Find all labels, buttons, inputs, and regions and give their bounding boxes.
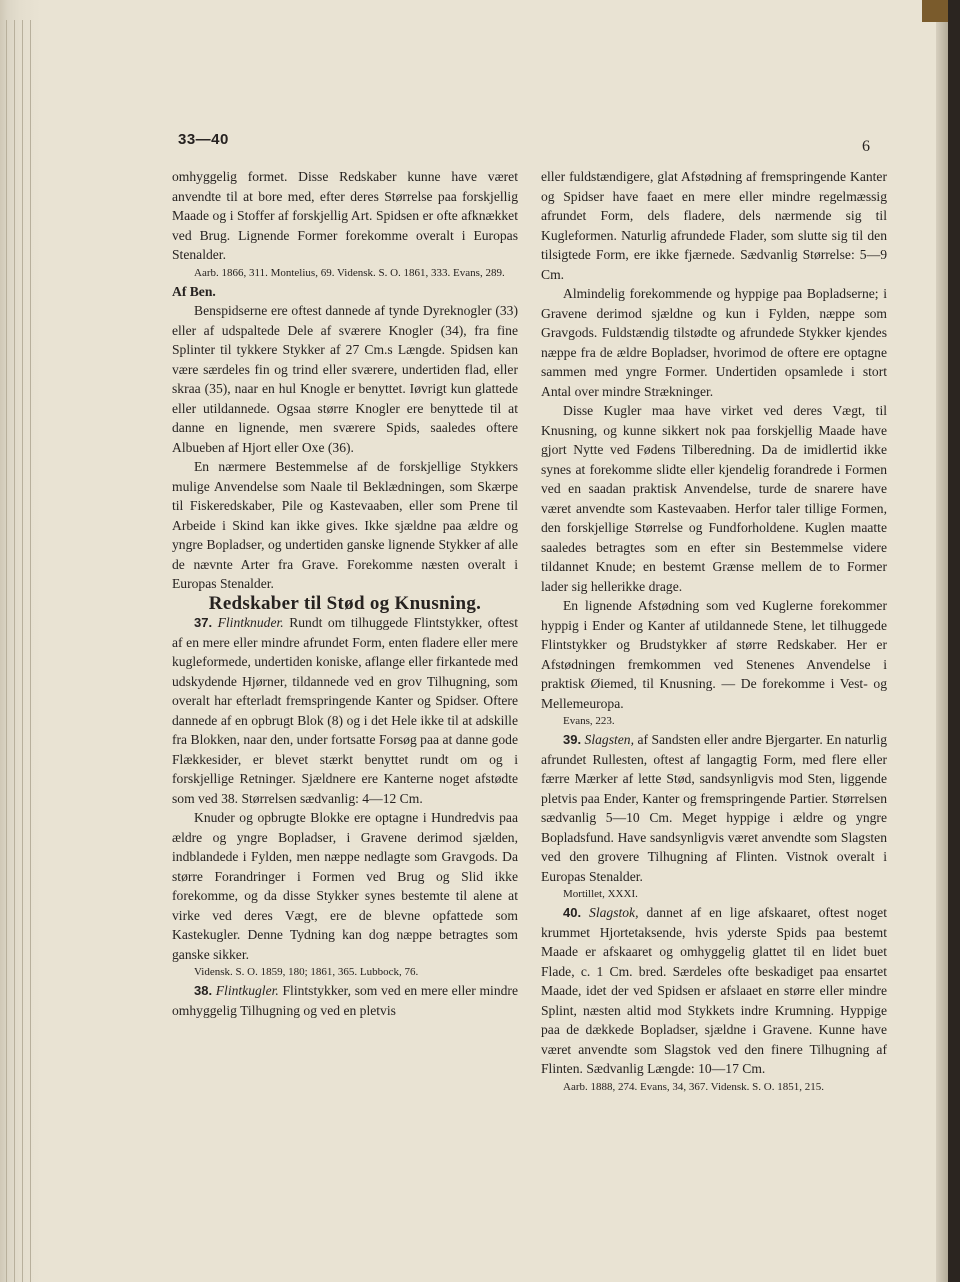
reference: Aarb. 1888, 274. Evans, 34, 367. Vidensk. S. O. 1851, 215. xyxy=(563,1080,824,1093)
reference: Vidensk. S. O. 1859, 180; 1861, 365. Lubbock, 76. xyxy=(194,966,419,978)
reference: Mortillet, XXXI. xyxy=(563,888,638,900)
page-corner xyxy=(922,0,948,22)
page-edge xyxy=(936,0,948,1282)
subheading: Af Ben. xyxy=(172,283,216,299)
paragraph: En nærmere Bestemmelse af de forskjellige Stykkers mulige Anvendelse som Naale til Beklædningen, som Skærpe til Fiskeredskaber, Pile og Kastevaaben, eller som Prene til Arbeide i Skind kan ikke gives. Ikke sjældne paa ældre og yngre Bopladser, og undertiden ganske lignende Stykker af alle de nævnte Arter fra Grave. Forekomme næsten overalt i Europas Stenalder. xyxy=(172,459,518,591)
entry-number: 37. xyxy=(194,615,213,630)
paragraph: Knuder og opbrugte Blokke ere optagne i Hundredvis paa ældre og yngre Bopladser, i Gravene derimod sjælden, indblandede i Fylden, men næppe nedlagte som Gravgods. Da større Forandringer i Formen ved Brug og Slid ikke forekomme, og da disse Stykker synes bestemte til alene at virke ved deres Vægt, ere de blevne opfattede som Kastekugler. Denne Tydning kan dog næppe betragtes som ganske sikker. xyxy=(172,810,518,962)
entry-number: 38. xyxy=(194,983,213,998)
paragraph: omhyggelig formet. Disse Redskaber kunne have været anvendte til at bore med, efter deres Størrelse paa forskjellig Maade og i Stoffer af forskjellig Art. Spidsen er ofte afknækket ved Brug. Lignende Former forekomme overalt i Europas Stenalder. xyxy=(172,169,518,262)
entry-title: Flintknuder. xyxy=(217,615,284,630)
entry-40 xyxy=(541,903,887,1079)
section-heading: Redskaber til Stød og Knusning. xyxy=(208,592,482,614)
entry-title: Slagstok, xyxy=(589,905,639,920)
page-binding xyxy=(0,0,40,1282)
paragraph: Benspidserne ere oftest dannede af tynde Dyreknogler (33) eller af udspaltede Dele af sværere Knogler (34), fra fine Splinter til tykkere Stykker af 27 Cm.s Længde. Spidsen kan være særdeles fin og trind eller sværere, undertiden flad, eller skraa (35), naar en hul Knogle er benyttet. Iøvrigt kun glattede eller utildannede. Ogsaa større Knogler ere benyttede til at danne en lignende, men sværere Spids, saaledes oftere Albueben af Hjort eller Oxe (36). xyxy=(172,303,518,455)
entry-38 xyxy=(172,981,518,1020)
entry-text: af Sandsten eller andre Bjergarter. En naturlig afrundet Rullesten, oftest af langagtig Form, med flere eller færre Mærker af lette Stød, sandsynligvis mod Sten, liggende pletvis paa Ender, Kanter og fremspringende Partier. Størrelsen sædvanlig 5—10 Cm. Meget hyppige i ældre og yngre Bopladsfund. Have sandsynligvis været anvendte som Slagsten ved den grovere Tilhugning af Flinten. Vistnok overalt i Europas Stenalder. xyxy=(541,732,887,884)
entry-37 xyxy=(172,613,518,808)
entry-number: 39. xyxy=(563,732,582,747)
reference: Evans, 223. xyxy=(563,715,615,727)
entry-text: Flintstykker, som ved en mere eller mindre omhyggelig Tilhugning og ved en pletvis xyxy=(172,983,518,1018)
entry-39 xyxy=(541,730,887,886)
entry-title: Flintkugler. xyxy=(215,983,279,998)
right-column xyxy=(541,167,887,1096)
running-head: 33—40 xyxy=(178,131,229,148)
page-number: 6 xyxy=(862,138,870,155)
reference: Aarb. 1866, 311. Montelius, 69. Vidensk. S. O. 1861, 333. Evans, 289. xyxy=(194,266,505,279)
left-column xyxy=(172,167,518,1020)
entry-title: Slagsten, xyxy=(584,732,634,747)
entry-text: dannet af en lige afskaaret, oftest noget krummet Hjortetaksende, hvis yderste Spids paa bestemt Maade er afskaaret og omhyggelig glattet til en lidet buet Flade, c. 1 Cm. bred. Særdeles ofte beskadiget paa ensartet Maade, idet der ved Spidsen er afslaaet en større eller mindre Splint, næsten altid mod Stykkets indre Krumning. Hyppige paa de dækkede Bopladser, sjældne i Gravene. Kunne have været anvendte som Slagstok ved den finere Tilhugning af Flinten. Sædvanlig Længde: 10—17 Cm. xyxy=(541,905,887,1076)
paragraph: Almindelig forekommende og hyppige paa Bopladserne; i Gravene derimod sjældne og kun i Fylden, næppe som Gravgods. Fuldstændig tilstødte og afrundede Stykker kjendes næppe fra de ældre Bopladser, hvorimod de oftere ere optagne sammen med yngre Former. Undertiden opsamlede i stort Antal over mindre Strækninger. xyxy=(541,286,887,399)
paragraph: eller fuldstændigere, glat Afstødning af fremspringende Kanter og Spidser have faaet en mere eller mindre regelmæssig afrundet Form, dels fladere, dels nærmende sig til Kugleformen. Naturlig afrundede Flader, som slutte sig til den tilsigtede Form, ere ikke fjærnede. Sædvanlig Størrelse: 5—9 Cm. xyxy=(541,169,887,282)
paragraph: Disse Kugler maa have virket ved deres Vægt, til Knusning, og kunne sikkert nok paa forskjellig Maade have gjort Nytte ved Fødens Tilberedning. Da de imidlertid ikke synes at forekomme slidte eller kjendelig forandrede i Formen ved en saadan praktisk Anvendelse, turde de snarere have været anvendte som Kastevaaben. Herfor taler tillige Formen, den forskjellige Størrelse og Fundforholdene. Kuglen maatte saaledes betragtes som en efter sin Bestemmelse videre tildannet Knude; en bestemt Grænse mellem de to Former lader sig hellerikke drage. xyxy=(541,403,887,594)
entry-number: 40. xyxy=(563,905,582,920)
entry-text: Rundt om tilhuggede Flintstykker, oftest af en mere eller mindre afrundet Form, enten fladere eller mere kugleformede, undertiden koniske, aflange eller firkantede med udskydende Hjørner, tildannede ved en grov Tilhugning, som overalt har efterladt fremspringende Kanter og Spidser. Oftere dannede af en opbrugt Blok (8) og i det Hele ikke til at adskille fra Blokken, naar den, under fortsatte Forsøg paa at danne gode Flækkesider, er blevet stærkt benyttet rundt om og i forskjellige Retninger. Sjældnere ere Kanterne noget afstødte som ved 38. Størrelsen sædvanlig: 4—12 Cm. xyxy=(172,615,518,806)
paragraph: En lignende Afstødning som ved Kuglerne forekommer hyppig i Ender og Kanter af utildannede Stene, let tilhuggede Flintstykker og Brudstykker af større Redskaber. Her er Afstødningen fremkommen ved Stenenes Anvendelse i praktisk Øiemed, til Knusning. — De forekomme i Vest- og Mellemeuropa. xyxy=(541,598,887,711)
